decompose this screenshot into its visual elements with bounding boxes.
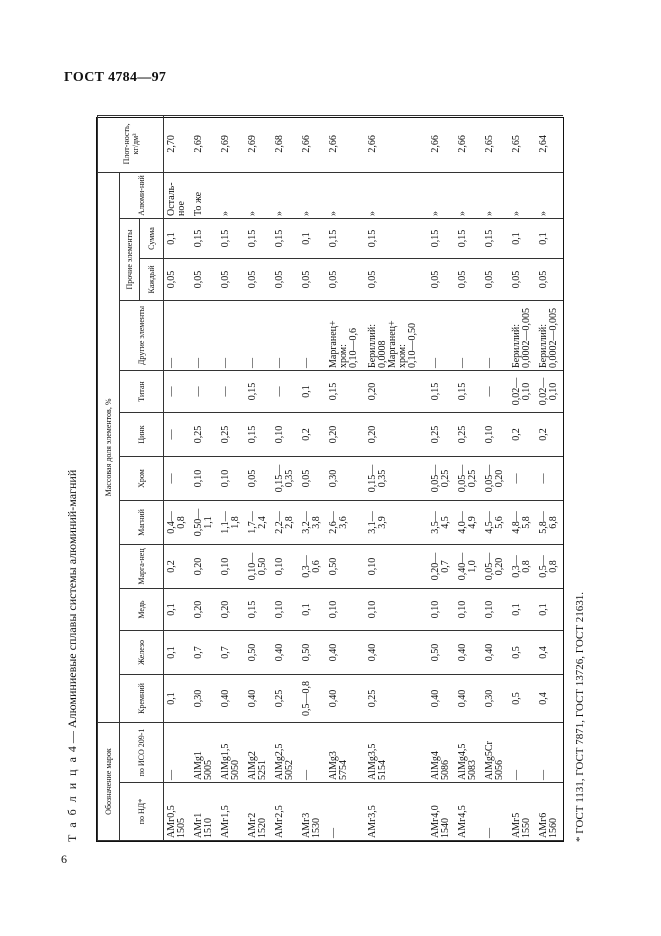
cell-titanium: 0,20 [365, 371, 427, 413]
cell-density: 2,69 [191, 115, 218, 172]
cell-zinc: 0,25 [455, 413, 482, 457]
cell-iso: — [164, 723, 192, 783]
cell-iron: 0,50 [299, 631, 326, 675]
cell-titanium: 0,15 [428, 371, 455, 413]
cell-nd: АМг5 1550 [509, 783, 536, 841]
cell-copper: 0,1 [509, 589, 536, 631]
cell-titanium: 0,02— 0,10 [509, 371, 536, 413]
cell-density: 2,66 [326, 115, 365, 172]
cell-density: 2,68 [272, 115, 299, 172]
cell-density: 2,69 [218, 115, 245, 172]
cell-manganese: 0,10 [218, 545, 245, 589]
cell-manganese: 0,10 [365, 545, 427, 589]
th-chromium: Хром [120, 457, 164, 501]
cell-copper: 0,10 [482, 589, 509, 631]
th-aluminium: Алюми-ний [120, 172, 164, 218]
cell-aluminium: Осталь- ное [164, 172, 192, 218]
cell-aluminium: » [509, 172, 536, 218]
th-rest-elements: Прочие элементы [120, 219, 140, 301]
cell-other: — [455, 301, 482, 371]
caption-prefix: Т а б л и ц а [65, 755, 79, 842]
cell-aluminium: » [482, 172, 509, 218]
cell-silicon: 0,5—0,8 [299, 675, 326, 723]
cell-manganese: 0,3— 0,8 [509, 545, 536, 589]
th-nd: по НД* [120, 783, 164, 841]
cell-aluminium: » [365, 172, 427, 218]
cell-magnesium: 2,6— 3,6 [326, 501, 365, 545]
cell-nd: АМг3 1530 [299, 783, 326, 841]
cell-chromium: 0,30 [326, 457, 365, 501]
cell-density: 2,65 [509, 115, 536, 172]
cell-iso: AlMg2,5 5052 [272, 723, 299, 783]
cell-density: 2,66 [299, 115, 326, 172]
cell-other: — [245, 301, 272, 371]
cell-copper: 0,10 [272, 589, 299, 631]
cell-zinc: 0,20 [365, 413, 427, 457]
cell-copper: 0,15 [245, 589, 272, 631]
cell-sum: 0,15 [326, 219, 365, 259]
cell-manganese: 0,50 [326, 545, 365, 589]
table-row [428, 115, 455, 840]
cell-iron: 0,7 [191, 631, 218, 675]
cell-manganese: 0,05— 0,20 [482, 545, 509, 589]
cell-titanium: — [164, 371, 192, 413]
cell-density: 2,64 [536, 115, 563, 172]
cell-iso: — [509, 723, 536, 783]
document-header: ГОСТ 4784—97 [64, 70, 167, 85]
cell-manganese: 0,40— 1,0 [455, 545, 482, 589]
th-manganese: Марга-нец [120, 545, 164, 589]
cell-zinc: 0,2 [299, 413, 326, 457]
rotated-content [64, 117, 604, 842]
cell-copper: 0,1 [299, 589, 326, 631]
cell-other: Марганец+ хром: 0,10—0,6 [326, 301, 365, 371]
cell-titanium: 0,15 [245, 371, 272, 413]
th-silicon: Кремний [120, 675, 164, 723]
cell-chromium: 0,10 [218, 457, 245, 501]
cell-zinc: 0,10 [482, 413, 509, 457]
cell-copper: 0,10 [326, 589, 365, 631]
th-other-elements: Другие элементы [120, 301, 164, 371]
cell-iron: 0,50 [245, 631, 272, 675]
cell-nd: АМг2,5 [272, 783, 299, 841]
cell-silicon: 0,4 [536, 675, 563, 723]
cell-nd: АМг6 1560 [536, 783, 563, 841]
cell-manganese: 0,2 [164, 545, 192, 589]
cell-other: — [299, 301, 326, 371]
th-iso: по ИСО 209-1 [120, 723, 164, 783]
table-row [299, 115, 326, 840]
th-sum: Сумма [140, 219, 164, 259]
cell-manganese: 0,10 [272, 545, 299, 589]
cell-silicon: 0,40 [218, 675, 245, 723]
table-row [164, 115, 192, 840]
table-row [455, 115, 482, 840]
cell-nd: АМг3,5 [365, 783, 427, 841]
cell-iso: AlMg1 5005 [191, 723, 218, 783]
cell-chromium: 0,15— 0,35 [272, 457, 299, 501]
cell-iso: AlMg3 5754 [326, 723, 365, 783]
cell-manganese: 0,5— 0,8 [536, 545, 563, 589]
table-row [482, 115, 509, 840]
cell-aluminium: » [536, 172, 563, 218]
cell-manganese: 0,20— 0,7 [428, 545, 455, 589]
cell-iso: AlMg5Cr 5056 [482, 723, 509, 783]
cell-each: 0,05 [299, 259, 326, 301]
cell-nd: АМг0,5 1505 [164, 783, 192, 841]
cell-each: 0,05 [428, 259, 455, 301]
cell-sum: 0,1 [299, 219, 326, 259]
th-titanium: Титан [120, 371, 164, 413]
th-each: Каждый [140, 259, 164, 301]
cell-chromium: 0,05— 0,20 [482, 457, 509, 501]
cell-manganese: 0,3— 0,6 [299, 545, 326, 589]
cell-aluminium: » [272, 172, 299, 218]
cell-nd: — [326, 783, 365, 841]
cell-chromium: 0,15— 0,35 [365, 457, 427, 501]
cell-sum: 0,15 [218, 219, 245, 259]
cell-copper: 0,10 [428, 589, 455, 631]
cell-iron: 0,40 [365, 631, 427, 675]
cell-silicon: 0,25 [272, 675, 299, 723]
cell-iron: 0,40 [482, 631, 509, 675]
page-number: 6 [61, 852, 67, 866]
cell-iron: 0,4 [536, 631, 563, 675]
cell-titanium: — [191, 371, 218, 413]
th-density: Плот-ность, кг/дм³ [98, 115, 164, 172]
cell-nd: АМг4,0 1540 [428, 783, 455, 841]
cell-magnesium: 2,2— 2,8 [272, 501, 299, 545]
cell-other: — [482, 301, 509, 371]
cell-copper: 0,20 [191, 589, 218, 631]
cell-each: 0,05 [218, 259, 245, 301]
cell-magnesium: 4,5— 5,6 [482, 501, 509, 545]
cell-iron: 0,1 [164, 631, 192, 675]
cell-other: — [218, 301, 245, 371]
cell-chromium: 0,05 [299, 457, 326, 501]
cell-silicon: 0,40 [455, 675, 482, 723]
table-row [191, 115, 218, 840]
cell-iso: AlMg4 5086 [428, 723, 455, 783]
alloy-table [96, 117, 564, 842]
cell-other: Бериллий: 0,0008 Марганец+ хром: 0,10—0,50 [365, 301, 427, 371]
cell-iso: AlMg2 5251 [245, 723, 272, 783]
cell-manganese: 0,20 [191, 545, 218, 589]
cell-sum: 0,15 [428, 219, 455, 259]
cell-each: 0,05 [245, 259, 272, 301]
cell-iron: 0,40 [272, 631, 299, 675]
cell-sum: 0,1 [509, 219, 536, 259]
cell-iso: AlMg1,5 5050 [218, 723, 245, 783]
cell-density: 2,66 [365, 115, 427, 172]
cell-aluminium: То же [191, 172, 218, 218]
cell-iron: 0,7 [218, 631, 245, 675]
cell-each: 0,05 [326, 259, 365, 301]
cell-sum: 0,15 [365, 219, 427, 259]
cell-density: 2,70 [164, 115, 192, 172]
cell-titanium: 0,1 [299, 371, 326, 413]
cell-each: 0,05 [272, 259, 299, 301]
table-row [536, 115, 563, 840]
th-mass-fraction: Массовая доля элементов, % [98, 172, 120, 722]
cell-density: 2,69 [245, 115, 272, 172]
footnote: * ГОСТ 1131, ГОСТ 7871, ГОСТ 13726, ГОСТ 21631. [574, 592, 586, 842]
cell-chromium: 0,05 [245, 457, 272, 501]
th-magnesium: Магний [120, 501, 164, 545]
cell-copper: 0,1 [164, 589, 192, 631]
cell-magnesium: 1,1— 1,8 [218, 501, 245, 545]
table-row [326, 115, 365, 840]
cell-copper: 0,10 [365, 589, 427, 631]
cell-sum: 0,15 [191, 219, 218, 259]
cell-silicon: 0,40 [245, 675, 272, 723]
cell-zinc: 0,25 [191, 413, 218, 457]
table-row [218, 115, 245, 840]
cell-silicon: 0,5 [509, 675, 536, 723]
cell-each: 0,05 [191, 259, 218, 301]
table-caption [64, 117, 96, 842]
cell-chromium: — [536, 457, 563, 501]
cell-titanium: — [482, 371, 509, 413]
table-row [509, 115, 536, 840]
cell-aluminium: » [218, 172, 245, 218]
cell-aluminium: » [326, 172, 365, 218]
cell-nd: — [482, 783, 509, 841]
cell-silicon: 0,40 [326, 675, 365, 723]
table-row [245, 115, 272, 840]
cell-titanium: 0,15 [326, 371, 365, 413]
th-copper: Медь [120, 589, 164, 631]
cell-each: 0,05 [482, 259, 509, 301]
cell-zinc: 0,25 [428, 413, 455, 457]
cell-zinc: 0,15 [245, 413, 272, 457]
cell-titanium: — [272, 371, 299, 413]
cell-titanium: 0,15 [455, 371, 482, 413]
caption-title: 4 — Алюминиевые сплавы системы алюминий-магний [65, 469, 79, 756]
cell-other: Бериллий: 0,0002—0,005 [536, 301, 563, 371]
cell-nd: АМг4,5 [455, 783, 482, 841]
th-iron: Железо [120, 631, 164, 675]
cell-other: — [272, 301, 299, 371]
cell-magnesium: 1,7— 2,4 [245, 501, 272, 545]
cell-sum: 0,15 [245, 219, 272, 259]
cell-chromium: — [164, 457, 192, 501]
cell-nd: АМг2 1520 [245, 783, 272, 841]
cell-other: — [191, 301, 218, 371]
cell-sum: 0,1 [536, 219, 563, 259]
cell-iso: — [299, 723, 326, 783]
cell-aluminium: » [455, 172, 482, 218]
table-row [272, 115, 299, 840]
cell-zinc: 0,25 [218, 413, 245, 457]
cell-zinc: 0,2 [536, 413, 563, 457]
cell-density: 2,66 [455, 115, 482, 172]
cell-magnesium: 3,5— 4,5 [428, 501, 455, 545]
cell-aluminium: » [428, 172, 455, 218]
cell-sum: 0,1 [164, 219, 192, 259]
cell-other: Бериллий: 0,0002—0,005 [509, 301, 536, 371]
cell-copper: 0,1 [536, 589, 563, 631]
cell-each: 0,05 [536, 259, 563, 301]
cell-zinc: — [164, 413, 192, 457]
cell-silicon: 0,30 [191, 675, 218, 723]
cell-silicon: 0,30 [482, 675, 509, 723]
table-row [365, 115, 427, 840]
cell-titanium: 0,02— 0,10 [536, 371, 563, 413]
cell-zinc: 0,20 [326, 413, 365, 457]
cell-iso: AlMg4,5 5083 [455, 723, 482, 783]
cell-silicon: 0,40 [428, 675, 455, 723]
cell-sum: 0,15 [272, 219, 299, 259]
cell-chromium: 0,05— 0,25 [428, 457, 455, 501]
cell-nd: АМг1 1510 [191, 783, 218, 841]
cell-nd: АМг1,5 [218, 783, 245, 841]
cell-magnesium: 0,50— 1,1 [191, 501, 218, 545]
cell-density: 2,65 [482, 115, 509, 172]
cell-aluminium: » [245, 172, 272, 218]
cell-magnesium: 0,4— 0,8 [164, 501, 192, 545]
cell-sum: 0,15 [455, 219, 482, 259]
cell-chromium: — [509, 457, 536, 501]
cell-titanium: — [218, 371, 245, 413]
cell-magnesium: 4,8— 5,8 [509, 501, 536, 545]
cell-copper: 0,20 [218, 589, 245, 631]
th-designation: Обозначение марок [98, 723, 120, 841]
cell-iron: 0,50 [428, 631, 455, 675]
cell-chromium: 0,05— 0,25 [455, 457, 482, 501]
cell-iso: — [536, 723, 563, 783]
cell-iron: 0,5 [509, 631, 536, 675]
cell-manganese: 0,10— 0,50 [245, 545, 272, 589]
cell-each: 0,05 [164, 259, 192, 301]
cell-sum: 0,15 [482, 219, 509, 259]
cell-iron: 0,40 [455, 631, 482, 675]
cell-each: 0,05 [365, 259, 427, 301]
cell-copper: 0,10 [455, 589, 482, 631]
th-zinc: Цинк [120, 413, 164, 457]
cell-magnesium: 5,8— 6,8 [536, 501, 563, 545]
cell-zinc: 0,2 [509, 413, 536, 457]
cell-silicon: 0,25 [365, 675, 427, 723]
cell-other: — [428, 301, 455, 371]
cell-iron: 0,40 [326, 631, 365, 675]
cell-each: 0,05 [509, 259, 536, 301]
cell-magnesium: 4,0— 4,9 [455, 501, 482, 545]
cell-density: 2,66 [428, 115, 455, 172]
cell-zinc: 0,10 [272, 413, 299, 457]
cell-magnesium: 3,2— 3,8 [299, 501, 326, 545]
cell-other: — [164, 301, 192, 371]
cell-magnesium: 3,1— 3,9 [365, 501, 427, 545]
cell-each: 0,05 [455, 259, 482, 301]
cell-silicon: 0,1 [164, 675, 192, 723]
cell-aluminium: » [299, 172, 326, 218]
cell-iso: AlMg3,5 5154 [365, 723, 427, 783]
cell-chromium: 0,10 [191, 457, 218, 501]
